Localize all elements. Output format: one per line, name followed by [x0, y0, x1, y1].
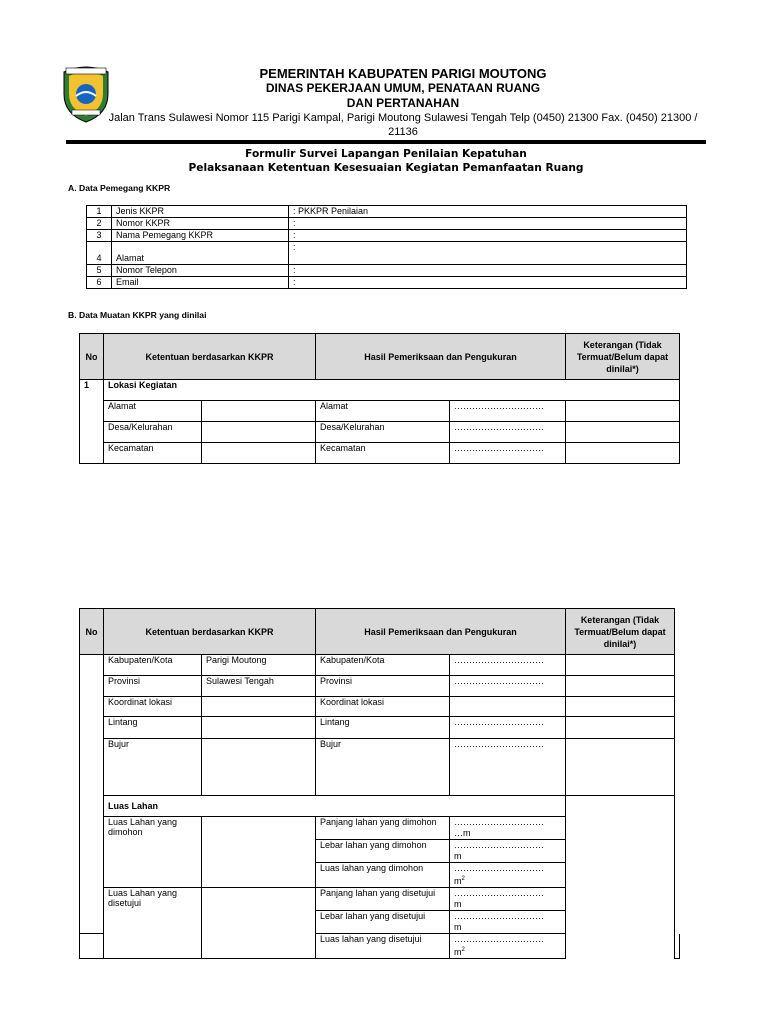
- luas-dimohon-hasil[interactable]: ………………………… $m^2$: [450, 863, 566, 888]
- nomor-kkpr-field[interactable]: :: [289, 218, 687, 230]
- table-row: 5 Nomor Telepon :: [87, 265, 687, 277]
- table-row: 6 Email :: [87, 277, 687, 289]
- kkpr-content-table-1: [79, 333, 680, 464]
- col-no: No: [80, 609, 104, 655]
- kkpr-content-table-2: [79, 608, 680, 959]
- lebar-disetujui-hasil[interactable]: ………………………… m: [450, 911, 566, 934]
- luas-disetujui-hasil[interactable]: ………………………… $m^2$: [450, 934, 566, 959]
- bujur-hasil[interactable]: …………………………: [450, 739, 566, 796]
- desa-keterangan[interactable]: [566, 422, 680, 443]
- jenis-kkpr-field[interactable]: : PKKPR Penilaian: [289, 206, 687, 218]
- kabupaten-hasil[interactable]: …………………………: [450, 655, 566, 676]
- table-row: Kecamatan Kecamatan …………………………: [80, 443, 680, 464]
- provinsi-keterangan[interactable]: [566, 676, 675, 697]
- email-field[interactable]: :: [289, 277, 687, 289]
- kabupaten-keterangan[interactable]: [566, 655, 675, 676]
- provinsi-value[interactable]: Sulawesi Tengah: [202, 676, 316, 697]
- header-address: Jalan Trans Sulawesi Nomor 115 Parigi Kampal, Parigi Moutong Sulawesi Tengah Telp (0450) 21300 Fax. (0450) 21300 / 21136: [108, 112, 698, 138]
- table-row: 3 Nama Pemegang KKPR :: [87, 230, 687, 242]
- koordinat-hasil[interactable]: [450, 697, 566, 717]
- col-hasil: Hasil Pemeriksaan dan Pengukuran: [316, 334, 566, 380]
- koordinat-keterangan[interactable]: [566, 697, 675, 717]
- table-row: Desa/Kelurahan Desa/Kelurahan …………………………: [80, 422, 680, 443]
- col-ketentuan: Ketentuan berdasarkan KKPR: [104, 334, 316, 380]
- row-number: 1: [80, 380, 104, 464]
- luas-keterangan[interactable]: [566, 796, 675, 959]
- desa-hasil[interactable]: …………………………: [450, 422, 566, 443]
- table-row: Bujur Bujur …………………………: [80, 739, 680, 796]
- table-row: Provinsi Sulawesi Tengah Provinsi …………………………: [80, 676, 680, 697]
- section-a-title: A. Data Pemegang KKPR: [68, 183, 171, 193]
- table-row: Luas Lahan yang dimohon Panjang lahan yang dimohon ………………………… …m: [80, 817, 680, 840]
- table-row: 2 Nomor KKPR :: [87, 218, 687, 230]
- alamat-value[interactable]: [202, 401, 316, 422]
- provinsi-hasil[interactable]: …………………………: [450, 676, 566, 697]
- luas-dimohon-value[interactable]: [202, 817, 316, 888]
- kecamatan-hasil[interactable]: …………………………: [450, 443, 566, 464]
- kecamatan-keterangan[interactable]: [566, 443, 680, 464]
- section-b-title: B. Data Muatan KKPR yang dinilai: [68, 310, 207, 320]
- holder-data-table: [86, 205, 687, 289]
- lintang-keterangan[interactable]: [566, 717, 675, 739]
- alamat-keterangan[interactable]: [566, 401, 680, 422]
- table-row: Luas Lahan yang disetujui Panjang lahan yang disetujui ………………………… m: [80, 888, 680, 911]
- alamat-hasil[interactable]: …………………………: [450, 401, 566, 422]
- bujur-keterangan[interactable]: [566, 739, 675, 796]
- group-lokasi-kegiatan: Lokasi Kegiatan: [104, 380, 680, 401]
- telepon-field[interactable]: :: [289, 265, 687, 277]
- group-luas-lahan: Luas Lahan: [104, 796, 566, 817]
- form-title-line1: Formulir Survei Lapangan Penilaian Kepatuhan: [245, 148, 527, 160]
- table-row: Kabupaten/Kota Parigi Moutong Kabupaten/Kota …………………………: [80, 655, 680, 676]
- panjang-dimohon-hasil[interactable]: ………………………… …m: [450, 817, 566, 840]
- table-row: 1 Jenis KKPR : PKKPR Penilaian: [87, 206, 687, 218]
- col-ketentuan: Ketentuan berdasarkan KKPR: [104, 609, 316, 655]
- table-row: Lintang Lintang …………………………: [80, 717, 680, 739]
- table-row: Alamat Alamat …………………………: [80, 401, 680, 422]
- nama-pemegang-field[interactable]: :: [289, 230, 687, 242]
- koordinat-value[interactable]: [202, 697, 316, 717]
- table-row: 4 Alamat :: [87, 242, 687, 265]
- col-keterangan: Keterangan (Tidak Termuat/Belum dapat dinilai*): [566, 609, 675, 655]
- lebar-dimohon-hasil[interactable]: ………………………… m: [450, 840, 566, 863]
- header-line2: DINAS PEKERJAAN UMUM, PENATAAN RUANG: [265, 81, 541, 95]
- col-no: No: [80, 334, 104, 380]
- table-row: Lebar lahan yang dimohon ………………………… m: [80, 840, 680, 863]
- table-row: Lebar lahan yang disetujui ………………………… m: [80, 911, 680, 934]
- col-keterangan: Keterangan (Tidak Termuat/Belum dapat dinilai*): [566, 334, 680, 380]
- table-row: Luas lahan yang disetujui ………………………… $m^2$: [80, 934, 680, 959]
- header-line1: PEMERINTAH KABUPATEN PARIGI MOUTONG: [259, 66, 547, 81]
- header-line3: DAN PERTANAHAN: [346, 96, 460, 110]
- lintang-hasil[interactable]: …………………………: [450, 717, 566, 739]
- table-row: Luas lahan yang dimohon ………………………… $m^2$: [80, 863, 680, 888]
- header-divider: [66, 140, 706, 144]
- lintang-value[interactable]: [202, 717, 316, 739]
- kabupaten-value[interactable]: Parigi Moutong: [202, 655, 316, 676]
- panjang-disetujui-hasil[interactable]: ………………………… m: [450, 888, 566, 911]
- desa-value[interactable]: [202, 422, 316, 443]
- alamat-field[interactable]: :: [289, 242, 687, 265]
- form-title-line2: Pelaksanaan Ketentuan Kesesuaian Kegiatan Pemanfaatan Ruang: [188, 162, 584, 174]
- bujur-value[interactable]: [202, 739, 316, 796]
- kecamatan-value[interactable]: [202, 443, 316, 464]
- table-row: Koordinat lokasi Koordinat lokasi: [80, 697, 680, 717]
- col-hasil: Hasil Pemeriksaan dan Pengukuran: [316, 609, 566, 655]
- luas-disetujui-value[interactable]: [202, 888, 316, 959]
